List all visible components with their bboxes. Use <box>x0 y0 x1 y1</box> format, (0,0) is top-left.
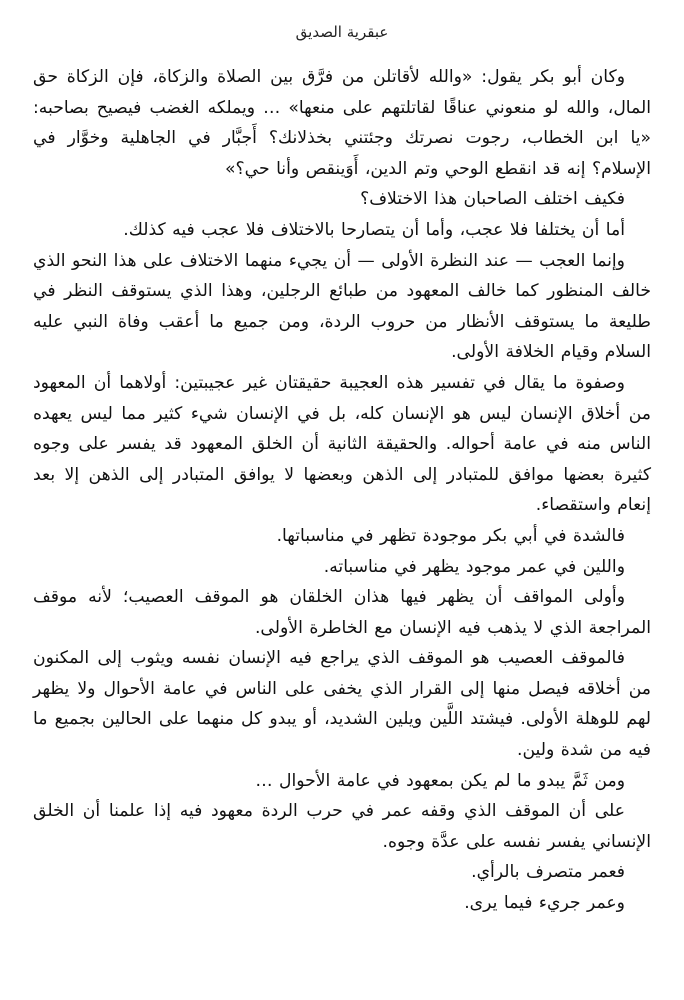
running-header: عبقرية الصديق <box>295 23 389 41</box>
paragraph: على أن الموقف الذي وقفه عمر في حرب الردة معهود فيه إذا علمنا أن الخلق الإنساني يفسر نفسه على عدَّة وجوه. <box>33 801 651 852</box>
paragraph: وصفوة ما يقال في تفسير هذه العجيبة حقيقتان غير عجيبتين: أولاهما أن المعهود من أخلاق الإنسان ليس هو الإنسان كله، بل في الإنسان شيء كثير مما ليس يعهده الناس منه في عامة أحواله. والحقيقة الثانية أن الخلق المعهود قد يفسر على وجوه كثيرة بعضها موافق للمتبادر إلى الذهن وبعضها لا يوافق المتبادر إلى الذهن إلا بعد إنعام واستقصاء. <box>33 372 651 516</box>
paragraph: فالموقف العصيب هو الموقف الذي يراجع فيه الإنسان نفسه ويثوب إلى المكنون من أخلاقه فيصل منها إلى القرار الذي يخفى على الناس في عامة الأحوال ولا يظهر لهم للوهلة الأولى. فيشتد اللَّين ويلين الشديد، أو يبدو كل منهما على الحالين بجميع ما فيه من شدة ولين. <box>33 648 651 761</box>
paragraph: فالشدة في أبي بكر موجودة تظهر في مناسباتها. <box>276 525 625 546</box>
paragraph: ومن ثَمَّ يبدو ما لم يكن بمعهود في عامة الأحوال … <box>255 770 625 791</box>
paragraph: وكان أبو بكر يقول: «والله لأقاتلن من فرَّق بين الصلاة والزكاة، فإن الزكاة حق المال، والله لو منعوني عناقًا لقاتلتهم على منعها» … ويملكه الغضب فيصيح بصاحبه: «يا ابن الخطاب، رجوت نصرتك وجئتني بخذلانك؟ أَجبَّار في الجاهلية وخوَّار في الإسلام؟ إنه قد انقطع الوحي وتم الدين، أَوَينقص وأنا حي؟» <box>33 67 651 179</box>
paragraph: واللين في عمر موجود يظهر في مناسباته. <box>323 556 625 577</box>
page-body <box>33 62 651 919</box>
paragraph: وعمر جريء فيما يرى. <box>464 893 625 914</box>
paragraph: أما أن يختلفا فلا عجب، وأما أن يتصارحا بالاختلاف فلا عجب فيه كذلك. <box>123 219 625 240</box>
paragraph: فعمر متصرف بالرأي. <box>471 862 625 883</box>
paragraph: وإنما العجب — عند النظرة الأولى — أن يجيء منهما الاختلاف على هذا النحو الذي خالف المنظور كما خالف المعهود من طبائع الرجلين، وهذا الذي يستوقف النظر في طليعة ما يستوقف الأنظار من حروب الردة، ومن جميع ما أعقب وفاة النبي عليه السلام وقيام الخلافة الأولى. <box>33 250 651 363</box>
paragraph: وأولى المواقف أن يظهر فيها هذان الخلقان هو الموقف العصيب؛ لأنه موقف المراجعة الذي لا يذهب فيه الإنسان مع الخاطرة الأولى. <box>33 587 651 638</box>
paragraph: فكيف اختلف الصاحبان هذا الاختلاف؟ <box>360 189 625 210</box>
